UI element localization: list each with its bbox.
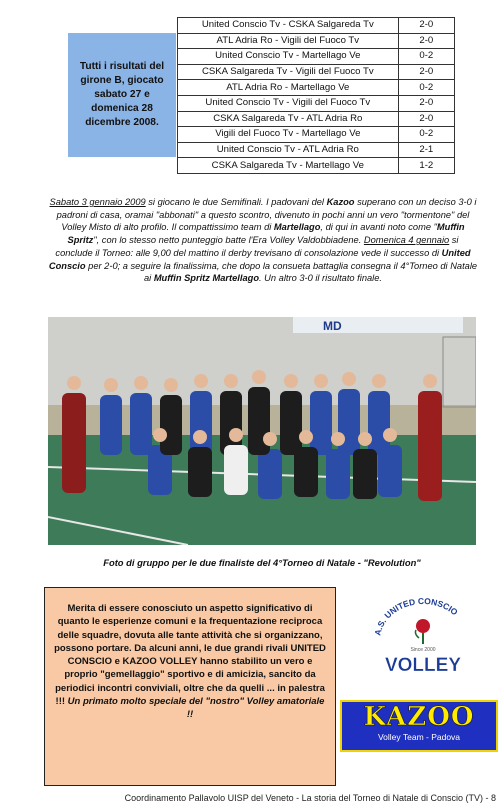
score-cell: 2-0 [398, 95, 454, 111]
twinning-box [44, 587, 336, 786]
results-table [177, 17, 455, 174]
match-cell: United Conscio Tv - ATL Adria Ro [178, 142, 399, 158]
results-row [178, 95, 455, 111]
logo-arc-text: A.S. UNITED CONSCIO [372, 598, 460, 637]
score-cell: 2-0 [398, 64, 454, 80]
results-row [178, 158, 455, 174]
match-cell: ATL Adria Ro - Martellago Ve [178, 80, 399, 96]
kazoo-logo [340, 700, 498, 752]
match-cell: CSKA Salgareda Tv - Martellago Ve [178, 158, 399, 174]
score-cell: 0-2 [398, 80, 454, 96]
article-team-name: Kazoo [326, 197, 355, 207]
match-cell: United Conscio Tv - Martellago Ve [178, 49, 399, 65]
score-cell: 2-0 [398, 18, 454, 34]
score-cell: 0-2 [398, 127, 454, 143]
kazoo-logo-name: KAZOO [363, 702, 475, 732]
score-cell: 0-2 [398, 49, 454, 65]
results-row [178, 49, 455, 65]
rose-icon [416, 619, 430, 633]
results-row [178, 64, 455, 80]
results-summary-text: Tutti i risultati del girone B, giocato sabato 27 e domenica 28 dicembre 2008. [79, 61, 165, 128]
article-date-saturday: Sabato 3 gennaio 2009 [49, 197, 146, 207]
article-team-name: Martellago [273, 222, 321, 233]
article-part: si conclude il Torneo: alle 9,00 del mattino il derby trevisano di consolazione vede il successo di [55, 235, 459, 258]
score-cell: 2-1 [398, 142, 454, 158]
article-text [48, 196, 478, 285]
results-row [178, 33, 455, 49]
article-part: superano con un deciso 3-0 i padroni di casa, oramai "abbonati" a questo scontro, divenuto in pochi anni un vero "tormentone" del Volley Misto di alto profilo. Il compattissimo team di [56, 197, 477, 233]
article-part: per 2-0; a seguire la finalissima, che dopo la consueta battaglia consegna il 4°Torneo di Natale ai [85, 260, 478, 284]
article-team-name: Muffin Spritz [67, 222, 465, 246]
article-part: si giocano le due Semifinali. I padovani del [145, 197, 327, 207]
united-conscio-logo [368, 598, 478, 678]
match-cell: United Conscio Tv - CSKA Salgareda Tv [178, 18, 399, 34]
article-part: , di qui in avanti noto come " [320, 222, 437, 233]
article-part: ", con lo stesso netto punteggio batte l'Era Volley Valdobbiadene. [93, 235, 364, 246]
score-cell: 2-0 [398, 33, 454, 49]
group-photo [48, 317, 476, 545]
page-footer: Coordinamento Pallavolo UISP del Veneto - La storia del Torneo di Natale di Conscio (TV) - 8 [124, 793, 496, 803]
article-part: . Un altro 3-0 il risultato finale. [259, 273, 382, 284]
article-team-name: United Conscio [48, 247, 471, 271]
results-summary-box [68, 33, 176, 157]
gym-banner: MD [323, 319, 342, 333]
photo-caption: Foto di gruppo per le due finaliste del 4°Torneo di Natale - "Revolution" [103, 557, 421, 568]
kazoo-logo-subtitle: Volley Team - Padova [377, 732, 461, 742]
article-team-name: Muffin Spritz Martellago [153, 273, 260, 284]
results-row [178, 127, 455, 143]
score-cell: 1-2 [398, 158, 454, 174]
score-cell: 2-0 [398, 111, 454, 127]
article-date-sunday: Domenica 4 gennaio [363, 235, 450, 246]
match-cell: Vigili del Fuoco Tv - Martellago Ve [178, 127, 399, 143]
results-row [178, 142, 455, 158]
results-row [178, 80, 455, 96]
match-cell: CSKA Salgareda Tv - ATL Adria Ro [178, 111, 399, 127]
match-cell: ATL Adria Ro - Vigili del Fuoco Tv [178, 33, 399, 49]
match-cell: CSKA Salgareda Tv - Vigili del Fuoco Tv [178, 64, 399, 80]
logo-since-text: Since 2000 [410, 647, 436, 653]
twinning-italic-text: Un primato molto speciale del "nostro" Volley amatoriale !! [65, 696, 325, 721]
results-row [178, 18, 455, 34]
logo-volley-text: VOLLEY [384, 655, 462, 676]
results-row [178, 111, 455, 127]
twinning-text: Merita di essere conosciuto un aspetto significativo di quanto le esperienze comuni e la frequentazione reciproca delle squadre, dovuta alle tante attività che si organizzano, possono portare. Da alcuni anni, le due grandi rivali UNITED CONSCIO e KAZOO VOLLEY hanno stabilito un vero e proprio "gemellaggio" sportivo e di amicizia, sancito da periodici incontri conviviali, oltre che da quelli ... in palestra !!! [54, 603, 326, 708]
match-cell: United Conscio Tv - Vigili del Fuoco Tv [178, 95, 399, 111]
